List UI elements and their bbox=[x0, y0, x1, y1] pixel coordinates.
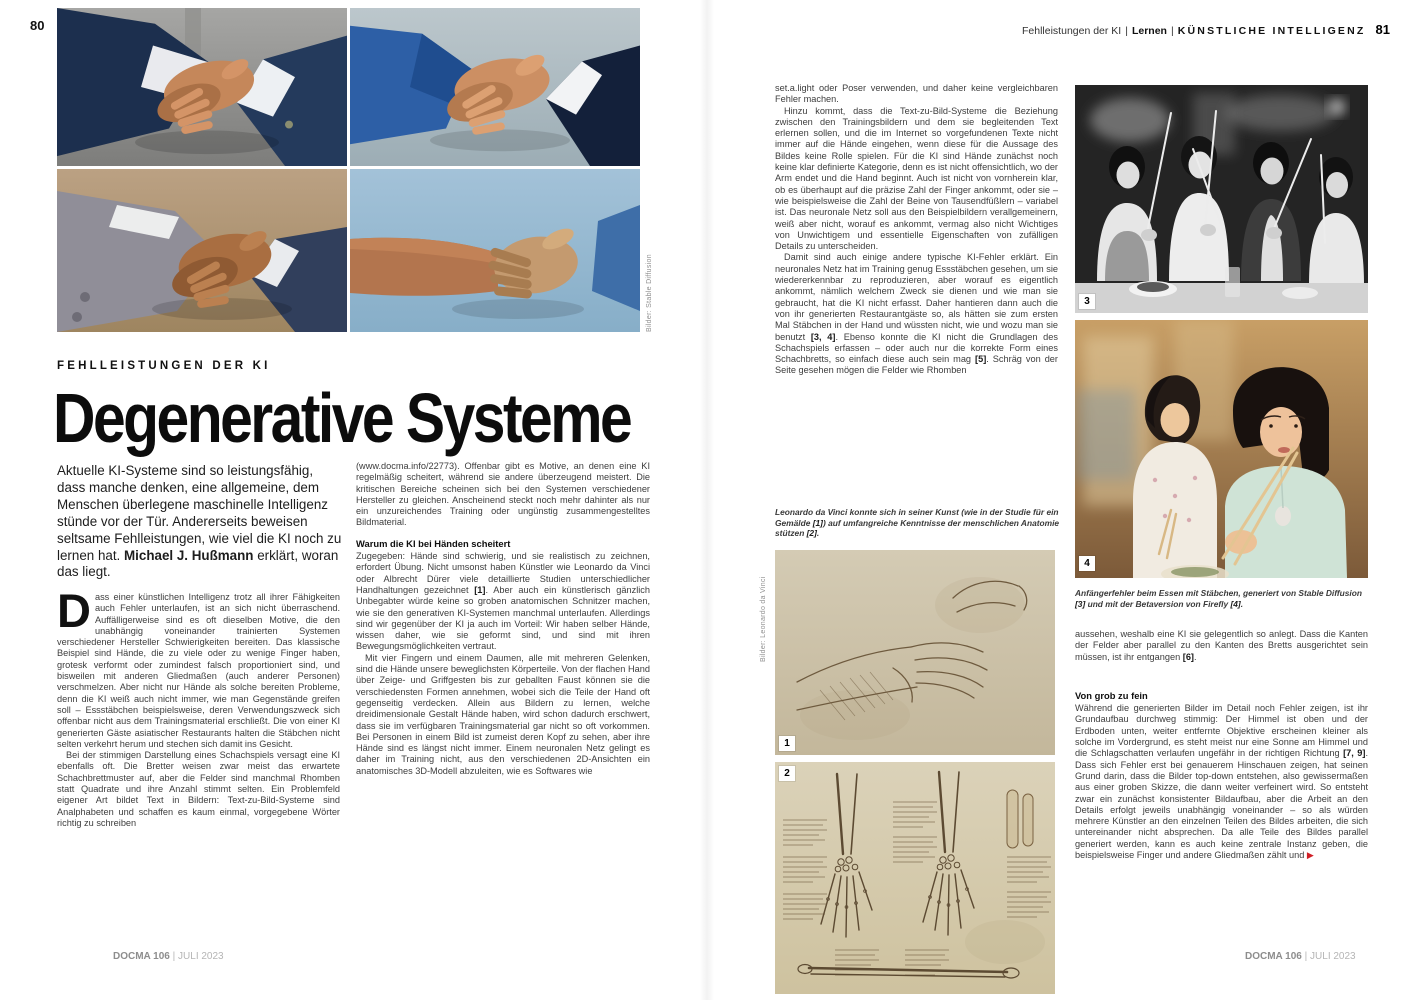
paragraph bbox=[57, 584, 340, 750]
figure-label-4: 4 bbox=[1079, 556, 1095, 571]
footer-magazine: DOCMA 106 bbox=[1245, 951, 1302, 962]
leonardo-skeleton-study-image bbox=[775, 762, 1055, 994]
header-crumb-rubric: KÜNSTLICHE INTELLIGENZ bbox=[1177, 25, 1366, 37]
figure-label-2: 2 bbox=[779, 766, 795, 781]
paragraph: Zugegeben: Hände sind schwierig, und sie realistisch zu zeichnen, erfordert Übung. Nicht umsonst haben Künstler wie Leonardo da Vinci oder Albrecht Dürer viele detaillierte Studien unterschiedlicher Handhaltungen gezeichnet [1]. Aber auch ein künstlerisch gänzlich Unbegabter würde keine so groben anatomischen Schnitzer machen, wie sie den generativen KI-Systemen manchmal unterlaufen. Allerdings sind wir gegenüber der KI ja auch im Vorteil: Wir haben selber Hände, wissen daher, wie sie geformt sind, und sind mit ihren Bewegungsmöglichkeiten vertraut. bbox=[356, 551, 650, 652]
caption-anatomy: Leonardo da Vinci konnte sich in seiner Kunst (wie in der Studie für ein Gemälde [1]) auf umfangreiche Kenntnisse der menschlichen Anatomie stützen [2]. bbox=[775, 507, 1060, 539]
left-page-column-1 bbox=[57, 584, 340, 829]
page-gutter bbox=[700, 0, 714, 1000]
paragraph bbox=[1075, 703, 1368, 861]
header-crumb-section: Lernen bbox=[1131, 25, 1167, 37]
paragraph-text: Während die generierten Bilder im Detail noch Fehler zeigen, ist ihr Grundaufbau durchweg stimmig: Der Himmel ist oben und der Erdboden unten, weiter entfernte Objektive erscheinen kleiner als solche im Vordergrund, es steht meist nur eine Sonne am Himmel und die Schlagschatten verlaufen ungefähr in der richtigen Richtung [7, 9]. Dass sich Fehler erst bei genauerem Hinschauen zeigen, hat seinen Grund darin, dass die Bilder top-down entstehen, also gewissermaßen aus einer groben Skizze, die dann weiter verfeinert wird. So entsteht zwar ein zunächst konsistenter Bildaufbau, aber die Arbeit an den Details erfolgt jeweils unabhängig voneinander – so als würden mehrere Künstler an den einzelnen Teilen des Bildes arbeiten, die sich untereinander nicht absprechen. Da alle Teile des Bildes parallel generiert werden, kann es auch keine zentrale Instanz geben, die beispielsweise Finger und andere Gliedmaßen zählt und bbox=[1075, 703, 1368, 861]
paragraph: set.a.light oder Poser verwenden, und daher keine vergleichbaren Fehler machen. bbox=[775, 83, 1058, 105]
running-header bbox=[1022, 22, 1390, 37]
header-separator: | bbox=[1125, 25, 1128, 37]
page-number-left: 80 bbox=[30, 18, 45, 33]
page-number-right: 81 bbox=[1375, 22, 1390, 37]
handshake-photo-2 bbox=[350, 8, 640, 166]
intro-text-b: erklärt, woran das liegt. bbox=[57, 547, 339, 580]
handshake-photo-3 bbox=[57, 169, 347, 332]
paragraph: Mit vier Fingern und einem Daumen, alle mit mehreren Gelenken, sind die Hände unsere beweglichsten Körperteile. Von der flachen Hand über Zeige- und Griffgesten bis zur geballten Faust können sie die verschiedensten Formen annehmen, wobei sich die Teile der Hand oft gegenseitig verdecken. Allein aus Bildern zu lernen, welche dreidimensionale Gestalt Hände haben, wird schon dadurch erschwert, dass sie im verfügbaren Trainingsmaterial gar nicht so oft vorkommen. Bei Personen in einem Bild ist zumeist deren Kopf zu sehen, aber ihre Hände sind es längst nicht immer. Einem neuronalen Netz gelingt es daher im Training nicht, aus den verschiedenen 2D-Ansichten ein anatomisches 3D-Modell abzuleiten, wie es Softwares wie bbox=[356, 652, 650, 776]
photo-credit-stable-diffusion: Bilder: Stable Diffusion bbox=[646, 254, 653, 332]
footer-issue: | JULI 2023 bbox=[169, 951, 224, 962]
drop-cap: D bbox=[57, 584, 91, 637]
handshake-photo-grid bbox=[57, 8, 640, 332]
header-separator: | bbox=[1170, 25, 1174, 37]
handshake-photo-4 bbox=[350, 169, 640, 332]
leonardo-hand-study-image bbox=[775, 550, 1055, 755]
paragraph: Damit sind auch einige andere typische KI-Fehler erklärt. Ein neuronales Netz hat im Training genug Essstäbchen gesehen, um sie wiedererkennbar zu reproduzieren, aber worauf es eigentlich ankommt, nämlich welchem Zweck sie dienen und wie man sie gebraucht, hat die KI nicht erfasst. Daher hantieren dann auch die von ihr generierten Restaurantgäste so, als hätten sie zum ersten Mal Stäbchen in der Hand und wüssten nicht, wie und wozu man sie benutzt [3, 4]. Ebenso konnte die KI nicht die Grundlagen des Schachspiels erfassen – oder auch nur die korrekte Form eines Schachbretts, so einfach diese auch sein mag [5]. Schräg von der Seite gesehen mögen die Felder wie Rhomben bbox=[775, 252, 1058, 376]
article-kicker: FEHLLEISTUNGEN DER KI bbox=[57, 360, 271, 372]
paragraph-text: ass einer künstlichen Intelligenz trotz all ihrer Fähigkeiten auch Fehler unterlaufen, ist an sich nicht überraschend. Auffälligerweise sind es oft dieselben Motive, die den unabhängig voneinander trainierten Systemen verschiedener Hersteller Schwierigkeiten bereiten. Das klassische Beispiel sind Hände, die zu viele oder zu wenige Finger haben, grotesk verformt oder zumindest falsch proportioniert sind, und bisweilen mit anderen Gliedmaßen (auch anderer Personen) verschmelzen. Aber nicht nur Hände als solche bereiten Probleme, denn die KI weiß auch nicht immer, wie man Gegenstände greifen soll – Essstäbchen beispielsweise, deren Verwendungszweck sich offenbar nicht aus dem Trainingsmaterial erschließt. Die von einer KI generierten Gäste asiatischer Restaurants halten die Stäbchen nicht selten verkehrt herum und stechen sich damit ins Gesicht. bbox=[57, 592, 340, 749]
article-title: Degenerative Systeme bbox=[53, 379, 631, 457]
subheading-von-grob-zu-fein: Von grob zu fein bbox=[1075, 689, 1148, 701]
photo-credit-leonardo: Bilder: Leonardo da Vinci bbox=[760, 576, 767, 662]
chopsticks-color-photo bbox=[1075, 320, 1368, 578]
chopsticks-bw-photo bbox=[1075, 85, 1368, 313]
figure-label-1: 1 bbox=[779, 736, 795, 751]
article-intro bbox=[57, 463, 343, 581]
paragraph: aussehen, weshalb eine KI sie gelegentlich so anlegt. Dass die Kanten der Felder aber parallel zu den Kanten des Bretts ausgerichtet sein müssen, ist ihr entgangen [6]. bbox=[1075, 629, 1368, 662]
figure-label-3: 3 bbox=[1079, 294, 1095, 309]
intro-text-a: Aktuelle KI-Systeme sind so leistungsfähig, dass manche denken, eine allgemeine, dem Menschen überlegene maschinelle Intelligenz stünde vor der Tür. Andererseits beweisen seltsame Fehlleistungen, wie viel die KI noch zu lernen hat. bbox=[57, 463, 342, 563]
caption-chopsticks: Anfängerfehler beim Essen mit Stäbchen, generiert von Stable Diffusion [3] und mit der Betaversion von Firefly [4]. bbox=[1075, 588, 1362, 609]
right-page-column-1 bbox=[775, 83, 1058, 377]
handshake-photo-1 bbox=[57, 8, 347, 166]
left-page-column-2 bbox=[356, 461, 650, 777]
footer-right bbox=[1245, 951, 1356, 962]
right-page-column-2 bbox=[1075, 629, 1368, 861]
footer-issue: | JULI 2023 bbox=[1301, 951, 1356, 962]
paragraph: (www.docma.info/22773). Offenbar gibt es Motive, an denen eine KI regelmäßig scheitert, während sie andere überzeugend meistert. Die kritischen Bereiche scheinen sich bei den Systemen verschiedener Hersteller zu gleichen. Anscheinend steckt noch mehr dahinter als nur ein unzureichendes Training oder ungünstig zusammengestelltes Bildmaterial. bbox=[356, 461, 650, 528]
header-crumb-article: Fehlleistungen der KI bbox=[1022, 25, 1122, 37]
intro-author: Michael J. Hußmann bbox=[124, 547, 254, 563]
paragraph: Hinzu kommt, dass die Text-zu-Bild-Systeme die Beziehung zwischen den Trainingsbildern und dem sie begleitenden Text erlernen sollen, und die im Internet so vorgefundenen Texte nicht immer auf die Hände eingehen, wenn diese für die Aussage des Bildes keine Rolle spielen. Für die KI sind Hände zunächst noch keine klar definierte Kategorie, denn es ist nicht offensichtlich, wo der Arm endet und die Hand beginnt. Auch ist nicht von vornherein klar, ob es überhaupt auf die präzise Zahl der Finger ankommt, oder sie – wie beispielsweise die Zahl der Beine von Tausendfüßlern – variabel ist. Das neuronale Netz soll aus den Beispielbildern verallgemeinern, weiß aber nicht, worauf es ankommt, vermag also nicht Wichtiges von Unwichtigem und essentielle Eigenschaften von zufälligen Details zu unterscheiden. bbox=[775, 105, 1058, 252]
footer-magazine: DOCMA 106 bbox=[113, 951, 170, 962]
subheading-haende: Warum die KI bei Händen scheitert bbox=[356, 537, 511, 549]
footer-left bbox=[113, 951, 224, 962]
paragraph: Bei der stimmigen Darstellung eines Schachspiels versagt eine KI ebenfalls oft. Die Bretter weisen zwar meist das erwartete Schachbrettmuster auf, aber die Felder sind manchmal Rhomben statt Quadrate und ihre Anzahl stimmt selten. Ein Problemfeld eigener Art bildet Text in Bildern: Text-zu-Bild-Systeme sind Analphabeten und schaffen es kaum einmal, vorgegebene Wörter richtig zu schreiben bbox=[57, 750, 340, 828]
continuation-arrow-icon: ▶ bbox=[1306, 850, 1314, 861]
